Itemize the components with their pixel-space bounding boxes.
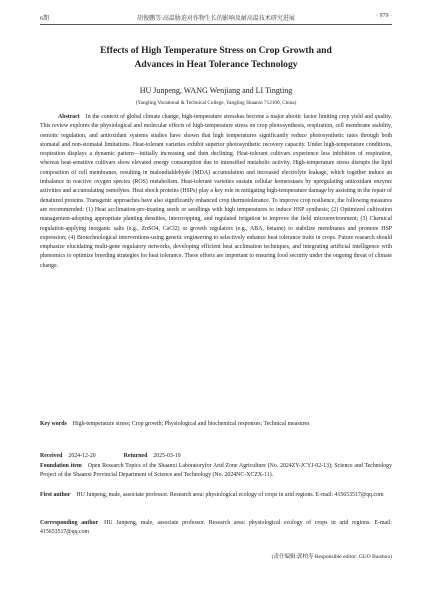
abstract-label: Abstract [58,114,80,120]
first-author-label: First author [40,492,71,498]
affiliation: (Yangling Vocational & Technical College, Yangling Shaanxi 712100, China) [135,100,297,106]
foundation-label: Foundation item [40,463,82,469]
first-author-text: HU Junpeng, male, associate professor. Research area: physiological ecology of crops in arid regions. E-mail: 415653517@qq.com [76,492,384,498]
foundation-text: Open Research Topics of the Shaanxi Laboratoryfor Arid Zone Agriculture (No. 2024ZY-JCYJ-02-13); Science and Technology Project of the Shaanxi Provincial Department of Science and Technology (No. 2024NC-XCZX-11). [40,463,392,479]
header-rule [40,24,392,25]
keywords-label: Key words [40,421,67,427]
foundation-item [40,462,392,481]
corresponding-author-label: Corresponding author [40,520,99,526]
corresponding-author [40,519,392,538]
returned-label: Returned [123,453,148,459]
returned-date: 2025-03-19 [153,453,181,459]
abstract-text: In the context of global climate change, high-temperature stresshas become a major abiotic factor limiting crop yield and quality. This review explores the physiological and molecular effects of high-temperature stress on crop photosynthesis, respiration, cell membrane stability, osmotic regulation, and antioxidant systems studies have shown that high temperatures significantly reduce photosynthetic rates through both stomatal and non-stomatal limitations. Heat-tolerant varieties exhibit superior photosynthetic recovery capacity. Under high-temperature conditions, respiration displays a dynamic pattern—initially increasing and then declining. Heat-tolerant cultivars experience less inhibition of respiration, whereas heat-sensitive cultivars show elevated energy consumption due to intensified metabolic activity. High-temperature stress disrupts the lipid composition of cell membranes, resulting in malondialdehyde (MDA) accumulation and increased electrolyte leakage, which together induce an imbalance in reactive oxygen species (ROS) metabolism. Heat-tolerant varieties sustain cellular homeostasis by upregulating antioxidant enzyme activities and accumulating osmolytes. Heat shock proteins (HSPs) play a key role in mitigating high-temperature damage by assisting in the repair of denatured proteins. Transgenic approaches have also significantly enhanced crop thermotolerance. To improve crop resilience, the following measures are recommended: (1) Heat acclimation-pre-treating seeds or seedlings with high temperatures to induce HSP synthesis; (2) Optimized cultivation management-adopting appropriate planting densities, intercropping, and regulated irrigation to improve the field microenvironment; (3) Chemical regulation-applying inorganic salts (e.g., ZnSO4, CaCl2) or growth regulators (e.g., ABA, betaine) to stabilize membranes and promote HSP expression; (4) Biotechnological interventions-using genetic engineering to selectively enhance heat tolerance traits in crops. Future research should emphasize elucidating multi-gene regulatory networks, developing efficient heat acclimation techniques, and integrating artificial intelligence with phenomics to optimize breeding strategies for heat tolerance. These efforts are important to ensuring food security under the ongoing threat of climate change. [40,114,392,269]
authors: HU Junpeng, WANG Wenjiang and LI Tingting [139,86,293,95]
page-number: · 979 · [376,13,392,19]
keywords-text: High-temperature stress; Crop growth; Physiological and biochemical responses; Technical measures [72,421,310,427]
title-line-2: Advances in Heat Tolerance Technology [134,59,298,70]
abstract [40,113,392,271]
received-date: 2024-12-20 [68,453,96,459]
running-header [40,13,392,23]
title-line-1: Effects of High Temperature Stress on Crop Growth and [100,45,332,56]
first-author [40,491,392,500]
running-title: 胡俊鹏等:高温胁迫对作物生长的影响及耐高温技术研究进展 [137,16,295,22]
responsible-editor: (责任编辑:郭柏寿 Responsible editor: GUO Baishou) [271,554,392,560]
issue-number: 6期 [40,16,50,22]
corresponding-author-text: HU Junpeng, male, associate professor. Research area: physiological ecology of crops in arid regions. E-mail: 415653517@qq.com [40,520,392,536]
received-label: Received [40,453,63,459]
article-title [40,44,392,72]
keywords [40,420,392,429]
article-dates [40,452,392,461]
